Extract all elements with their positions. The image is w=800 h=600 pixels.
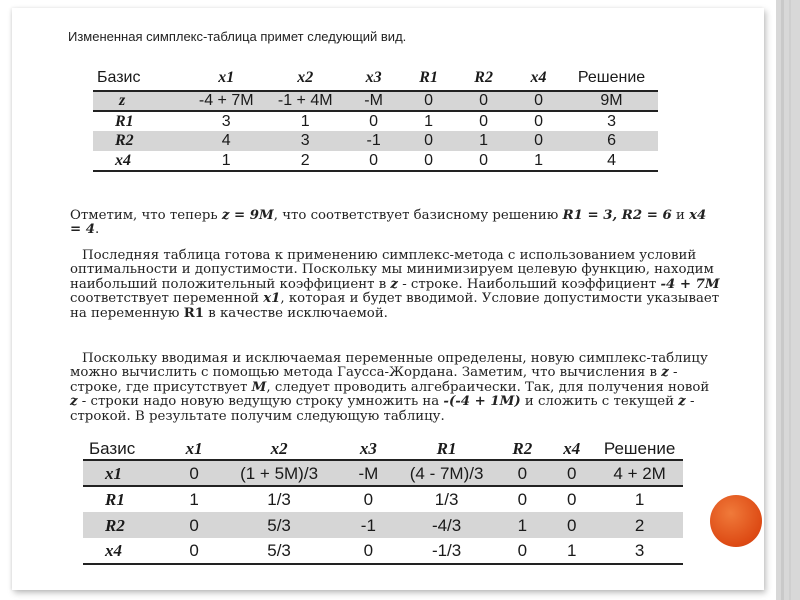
table-cell: 1 xyxy=(300,112,310,130)
table-cell: 0 xyxy=(345,151,402,171)
text-run: Поскольку вводимая и исключаемая переменные определены, новую симплекс-таблицу можно вычислить с помощью метода Гаусса-Жордана. Заметим, что вычисления в xyxy=(70,351,708,381)
table-cell: 1 xyxy=(455,131,512,151)
table-cell: -1 + 4M xyxy=(265,91,345,111)
table-cell: -1/3 xyxy=(396,538,498,564)
table-row xyxy=(93,111,658,131)
table-cell: 4 + 2M xyxy=(596,460,683,486)
paragraph-optimality xyxy=(70,249,720,321)
basis-cell: R2 xyxy=(93,131,187,151)
text-run: - строке, где присутствует xyxy=(70,365,678,395)
table-cell: -4/3 xyxy=(396,512,498,538)
table-cell: (4 - 7M)/3 xyxy=(396,460,498,486)
table-row xyxy=(83,512,683,538)
paragraph-basic-solution xyxy=(70,209,720,238)
table-cell: 0 xyxy=(547,512,596,538)
header-cell: Решение xyxy=(596,437,683,460)
equation: R1 = 3, R2 = 6 xyxy=(562,208,672,223)
header-cell: Базис xyxy=(83,437,171,460)
text-run: , что соответствует базисному решению xyxy=(273,208,563,223)
text-run: , которая и будет вводимой. Условие допустимости указывает на переменную xyxy=(70,291,720,321)
text-run: и xyxy=(671,208,690,223)
text-run: в качестве исключаемой. xyxy=(204,305,388,321)
table-cell: -4 + 7M xyxy=(187,91,265,111)
table-cell: 0 xyxy=(402,91,455,111)
table-cell: -1 xyxy=(341,512,396,538)
coefficient: -4 + 7M xyxy=(660,276,720,292)
table-cell: 3 xyxy=(221,112,231,130)
table-cell: 0 xyxy=(402,151,455,171)
multiplier: -(-4 + 1M) xyxy=(443,394,521,410)
table-cell: 1 xyxy=(187,151,265,171)
header-cell: x3 xyxy=(345,66,402,91)
basis-cell: x4 xyxy=(93,151,187,171)
basis-cell: z xyxy=(93,91,187,111)
header-cell: Базис xyxy=(93,66,187,91)
equation: x4 = 4 xyxy=(70,208,707,238)
text-run: - строки надо новую ведущую строку умножить на xyxy=(77,394,444,410)
text-run: . xyxy=(95,222,100,238)
basis-cell: R1 xyxy=(105,490,125,509)
equation: z = 9M xyxy=(221,208,274,223)
header-cell: x1 xyxy=(187,66,265,91)
table-cell: 0 xyxy=(498,460,548,486)
table-row xyxy=(83,460,683,486)
table-cell: 0 xyxy=(171,512,217,538)
header-cell: R1 xyxy=(396,437,498,460)
table-row xyxy=(83,486,683,512)
simplex-table-result xyxy=(83,437,683,565)
table-cell: 0 xyxy=(455,91,512,111)
basis-cell: x1 xyxy=(83,460,171,486)
table-row xyxy=(83,538,683,564)
table-cell: 1 xyxy=(512,151,565,171)
table-cell: 0 xyxy=(455,151,512,171)
header-cell: x3 xyxy=(341,437,396,460)
text-run: и сложить с текущей xyxy=(520,394,679,410)
table-cell: 1/3 xyxy=(434,490,459,509)
table-cell: 0 xyxy=(402,131,455,151)
header-cell: x4 xyxy=(512,66,565,91)
page-title: Измененная симплекс-таблица примет следующий вид. xyxy=(68,29,407,44)
variable: z xyxy=(390,276,398,292)
table-cell: 1 xyxy=(634,490,645,509)
table-cell: 0 xyxy=(369,112,379,130)
basis-cell: R2 xyxy=(83,512,171,538)
variable: R1 xyxy=(183,305,205,321)
header-cell: R2 xyxy=(455,66,512,91)
text-run: - строкой. В результате получим следующую таблицу. xyxy=(70,394,695,424)
text-run: - строке. Наибольший коэффициент xyxy=(397,276,661,292)
table-cell: 0 xyxy=(498,538,548,564)
variable: x1 xyxy=(263,291,281,307)
table-cell: 1 xyxy=(424,112,434,130)
table-cell: 4 xyxy=(565,151,658,171)
table-cell: 0 xyxy=(363,490,374,509)
table-cell: 3 xyxy=(607,112,616,130)
table-cell: 0 xyxy=(479,112,489,130)
header-cell: x2 xyxy=(217,437,341,460)
table-cell: 0 xyxy=(547,460,596,486)
variable: z xyxy=(678,394,686,410)
table-cell: 0 xyxy=(512,131,565,151)
table-cell: 0 xyxy=(534,112,543,130)
header-cell: x4 xyxy=(547,437,596,460)
header-cell: R2 xyxy=(498,437,548,460)
text-run: , следует проводить алгебраически. Так, для получения новой xyxy=(266,379,710,395)
table-cell: 5/3 xyxy=(217,538,341,564)
table-cell: 5/3 xyxy=(217,512,341,538)
variable: z xyxy=(661,365,669,381)
table-cell: 0 xyxy=(341,538,396,564)
table-cell: -M xyxy=(345,91,402,111)
table-cell: 0 xyxy=(512,91,565,111)
table-cell: 3 xyxy=(596,538,683,564)
orange-circle-decoration xyxy=(710,495,762,547)
table-cell: 0 xyxy=(171,538,217,564)
table-cell: -M xyxy=(341,460,396,486)
table-cell: 9M xyxy=(565,91,658,111)
header-cell: x1 xyxy=(171,437,217,460)
table-cell: 0 xyxy=(517,490,528,509)
text-run: Последняя таблица готова к применению симплекс-метода с использованием условий оптимальности и допустимости. Поскольку мы минимизируем целевую функцию, находим наибольший положительный коэффициент в xyxy=(70,248,714,292)
text-run: Отметим, что теперь xyxy=(70,208,222,223)
table-row xyxy=(93,131,658,151)
table-header-row xyxy=(83,437,683,460)
variable: z xyxy=(70,394,78,410)
text-run: соответствует переменной xyxy=(70,291,264,307)
basis-cell: R1 xyxy=(115,112,134,130)
variable: M xyxy=(251,379,267,395)
table-row xyxy=(93,91,658,111)
basis-cell: x4 xyxy=(83,538,171,564)
simplex-table-initial xyxy=(93,66,658,172)
header-cell: x2 xyxy=(265,66,345,91)
table-cell: 1/3 xyxy=(267,490,291,509)
table-header-row xyxy=(93,66,658,91)
table-cell: 6 xyxy=(565,131,658,151)
table-cell: -1 xyxy=(345,131,402,151)
table-cell: 1 xyxy=(547,538,596,564)
table-cell: (1 + 5M)/3 xyxy=(217,460,341,486)
table-cell: 0 xyxy=(566,490,577,509)
table-cell: 1 xyxy=(189,490,199,509)
right-bar-stripe xyxy=(781,0,784,600)
table-cell: 2 xyxy=(265,151,345,171)
table-cell: 3 xyxy=(265,131,345,151)
table-cell: 0 xyxy=(171,460,217,486)
table-row xyxy=(93,151,658,171)
right-decorative-bar xyxy=(776,0,800,600)
table-cell: 2 xyxy=(596,512,683,538)
header-cell: Решение xyxy=(565,66,658,91)
right-bar-stripe-2 xyxy=(789,0,791,600)
table-cell: 1 xyxy=(498,512,548,538)
table-cell: 4 xyxy=(187,131,265,151)
paragraph-gauss-jordan xyxy=(70,352,720,424)
header-cell: R1 xyxy=(402,66,455,91)
